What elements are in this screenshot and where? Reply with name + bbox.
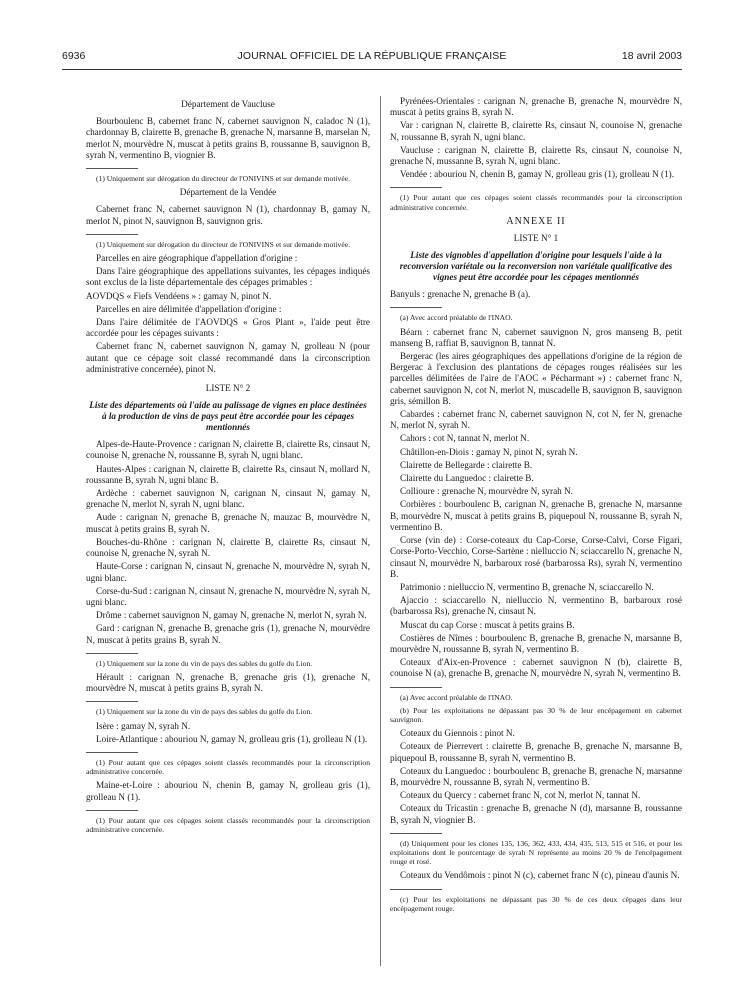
vineyard-entry: Clairette de Bellegarde : clairette B. bbox=[400, 459, 533, 470]
department-entry: Bouches-du-Rhône : carignan N, clairette B, clairette Rs, cinsaut N, counoise N, grenache N, syrah N. bbox=[86, 536, 370, 559]
column-divider bbox=[380, 96, 381, 966]
department-entry: Hautes-Alpes : carignan N, clairette B, clairette Rs, cinsaut N, mollard N, roussanne B, syrah N, ugni blanc B. bbox=[86, 463, 370, 485]
page-number: 6936 bbox=[62, 50, 86, 62]
footnote-rule bbox=[86, 701, 138, 702]
annexe-heading: ANNEXE II bbox=[506, 215, 566, 227]
paragraph: Dans l'aire délimitée de l'AOVDQS « Gros Plant », l'aide peut être accordée pour les cépages suivants : bbox=[86, 317, 370, 339]
liste-2-title: Liste des départements où l'aide au palissage de vignes en place destinées à la production de vins de pays peut être accordée pour les cépages mentionnés bbox=[89, 400, 367, 433]
footnote: (1) Pour autant que ces cépages soient classés recommandés pour la circonscription administrative concernée. bbox=[86, 815, 370, 834]
department-entry: Maine-et-Loire : abouriou N, chenin B, gamay N, grolleau gris (1), grolleau N (1). bbox=[86, 780, 370, 802]
department-entry: Hérault : carignan N, grenache B, grenache gris (1), grenache N, mourvèdre N, muscat à petits grains B, syrah N. bbox=[86, 671, 370, 694]
vaucluse-heading: Département de Vaucluse bbox=[181, 99, 275, 109]
footnote-rule bbox=[390, 889, 442, 890]
vineyard-entry: Banyuls : grenache N, grenache B (a). bbox=[390, 289, 531, 300]
footnote: (a) Avec accord préalable de l'INAO. bbox=[400, 313, 513, 323]
department-entry: Isère : gamay N, syrah N. bbox=[96, 720, 191, 731]
footnote: (1) Pour autant que ces cépages soient classés recommandés pour la circonscription administrative concernée. bbox=[86, 757, 370, 777]
department-entry: Aude : carignan N, grenache B, grenache N, mauzac B, mourvèdre N, muscat à petits grains B, syrah N. bbox=[86, 512, 370, 534]
vineyard-entry: Bergerac (les aires géographiques des appellations d'origine de la région de Bergerac à l'exclusion des plantations de cépages rouges réalisées sur les parcelles délimitées de l'aire de l'AOC « Pécharmant ») : cabernet franc N, cabernet sauvignon N, cot N, merlot N, muscadelle B, sauvignon B, sauvignon gris, sémillon B. bbox=[390, 351, 682, 406]
footnote-rule bbox=[390, 833, 442, 834]
footnote: (d) Uniquement pour les clones 135, 136, 362, 433, 434, 435, 513, 515 et 516, et pour les exploitations dont le pourcentage de syrah N représente au moins 20 % de l'encépagement rouge et rosé. bbox=[390, 838, 682, 867]
footnote: (1) Uniquement sur dérogation du directeur de l'ONIVINS et sur demande motivée. bbox=[96, 239, 350, 249]
left-column bbox=[86, 96, 370, 838]
liste-2-heading: LISTE N° 2 bbox=[205, 383, 251, 394]
paragraph: Parcelles en aire délimitée d'appellation d'origine : bbox=[96, 303, 282, 314]
vineyard-entry: Châtillon-en-Diois : gamay N, pinot N, syrah N. bbox=[400, 446, 578, 457]
footnote: (1) Uniquement sur dérogation du directeur de l'ONIVINS et sur demande motivée. bbox=[96, 174, 350, 184]
vineyard-entry: Coteaux du Languedoc : bourboulenc B, grenache B, grenache N, marsanne B, mourvèdre N, roussanne B, syrah N, vermentino B. bbox=[390, 765, 682, 787]
right-column bbox=[390, 96, 682, 917]
paragraph: AOVDQS « Fiefs Vendéens » : gamay N, pinot N. bbox=[86, 290, 272, 301]
department-entry: Pyrénées-Orientales : carignan N, grenache B, grenache N, mourvèdre N, muscat à petits grains B, syrah N. bbox=[390, 96, 682, 118]
vineyard-entry: Cahors : cot N, tannat N, merlot N. bbox=[400, 433, 530, 444]
page-header bbox=[62, 50, 682, 66]
footnote: (1) Pour autant que ces cépages soient classés recommandés pour la circonscription administrative concernée. bbox=[390, 193, 682, 212]
footnote: (1) Uniquement sur la zone du vin de pays des sables du golfe du Lion. bbox=[96, 707, 313, 717]
vineyard-entry: Collioure : grenache N, mourvèdre N, syrah N. bbox=[400, 486, 573, 497]
liste-1-heading: LISTE N° 1 bbox=[513, 233, 559, 244]
vineyard-entry: Costières de Nîmes : bourboulenc B, grenache B, grenache N, marsanne B, mourvèdre N, roussanne B, syrah N, vermentino B. bbox=[390, 632, 682, 654]
vendee-heading: Département de la Vendée bbox=[179, 187, 277, 198]
department-entry: Alpes-de-Haute-Provence : carignan N, clairette B, clairette Rs, cinsaut N, counoise N, grenache N, roussanne B, syrah N, ugni blanc. bbox=[86, 439, 370, 461]
vineyard-entry: Muscat du cap Corse : muscat à petits grains B. bbox=[400, 619, 575, 630]
footnote: (1) Uniquement sur la zone du vin de pays des sables du golfe du Lion. bbox=[96, 658, 313, 668]
publication-date: 18 avril 2003 bbox=[621, 50, 682, 62]
department-entry: Var : carignan N, clairette B, clairette Rs, cinsaut N, counoise N, grenache N, roussanne B, syrah N, ugni blanc. bbox=[390, 120, 682, 142]
vineyard-entry: Cabardes : cabernet franc N, cabernet sauvignon N, cot N, fer N, grenache N, merlot N, syrah N. bbox=[390, 409, 682, 431]
vineyard-entry: Coteaux du Tricastin : grenache B, grenache N (d), marsanne B, roussanne B, syrah N, viognier B. bbox=[390, 803, 682, 825]
vineyard-entry: Ajaccio : sciaccarello N, nielluccio N, vermentino B, barbaroux rosé (barbarossa Rs), grenache N, cinsaut N. bbox=[390, 595, 682, 617]
footnote-rule bbox=[390, 187, 442, 188]
footnote-rule bbox=[86, 810, 138, 811]
footnote-rule bbox=[86, 168, 138, 169]
liste-1-title: Liste des vignobles d'appellation d'origine pour lesquels l'aide à la reconversion variétale ou la reconversion non variétale qualificative des vignes peut être accordée pour les cépages mentionnés bbox=[399, 250, 673, 283]
department-entry: Ardèche : cabernet sauvignon N, carignan N, cinsaut N, gamay N, grenache N, merlot N, syrah N, ugni blanc. bbox=[86, 488, 370, 510]
vineyard-entry: Corse (vin de) : Corse-coteaux du Cap-Corse, Corse-Calvi, Corse Figari, Corse-Porto-Vecchio, Corse-Sartène : nielluccio N, sciaccarello N, grenache N, cinsaut N, mourvèdre N, barbaroux rosé (barbarossa Rs), syrah N, vermentino B. bbox=[390, 535, 682, 579]
vendee-grape-list: Cabernet franc N, cabernet sauvignon N (1), chardonnay B, gamay N, merlot N, pinot N, sauvignon B, sauvignon gris. bbox=[86, 204, 370, 226]
footnote-rule bbox=[86, 752, 138, 753]
department-entry: Loire-Atlantique : abouriou N, gamay N, grolleau gris (1), grolleau N (1). bbox=[96, 733, 368, 744]
footnote-rule bbox=[390, 307, 442, 308]
header-rule bbox=[62, 69, 682, 70]
journal-title: JOURNAL OFFICIEL DE LA RÉPUBLIQUE FRANÇAISE bbox=[237, 50, 507, 62]
vineyard-entry: Coteaux d'Aix-en-Provence : cabernet sauvignon N (b), clairette B, counoise N (a), grenache B, grenache N, mourvèdre N, syrah N, vermentino B. bbox=[390, 657, 682, 679]
vineyard-entry: Patrimonio : nielluccio N, vermentino B, grenache N, sciaccarello N. bbox=[400, 581, 654, 592]
vineyard-entry: Coteaux du Giennois : pinot N. bbox=[400, 728, 515, 739]
department-entry: Vendée : abouriou N, chenin B, gamay N, grolleau gris (1), grolleau N (1). bbox=[400, 169, 675, 180]
footnote-rule bbox=[390, 687, 442, 688]
footnote: (a) Avec accord préalable de l'INAO. bbox=[400, 692, 513, 702]
vineyard-entry: Coteaux du Quercy : cabernet franc N, cot N, merlot N, tannat N. bbox=[400, 790, 641, 801]
footnote-rule bbox=[86, 234, 138, 235]
department-entry: Drôme : cabernet sauvignon N, gamay N, grenache N, merlot N, syrah N. bbox=[96, 610, 367, 621]
vineyard-entry: Corbières : bourboulenc B, carignan N, grenache B, grenache N, marsanne B, mourvèdre N, muscat à petits grains B, piquepoul N, roussanne B, syrah N, vermentino B. bbox=[390, 499, 682, 532]
vineyard-entry: Clairette du Languedoc : clairette B. bbox=[400, 473, 534, 484]
vaucluse-grape-list: Bourboulenc B, cabernet franc N, cabernet sauvignon N, caladoc N (1), chardonnay B, clairette B, grenache B, grenache N, marsanne B, marselan N, merlot N, mourvèdre N, muscat à petits grains B, roussanne B, sauvignon B, syrah N, vermentino B, viognier B. bbox=[86, 116, 370, 160]
department-entry: Vaucluse : carignan N, clairette B, clairette Rs, cinsaut N, counoise N, grenache N, mussanne B, syrah N, ugni blanc. bbox=[390, 144, 682, 167]
paragraph: Cabernet franc N, cabernet sauvignon N, gamay N, grolleau N (pour autant que ce cépage soit classé recommandé dans la circonscription administrative concernée), pinot N. bbox=[86, 341, 370, 374]
vineyard-entry: Coteaux de Pierrevert : clairette B, grenache B, grenache N, marsanne B, piquepoul B, roussanne B, syrah N, vermentino B. bbox=[390, 741, 682, 763]
paragraph: Dans l'aire géographique des appellations suivantes, les cépages indiqués sont exclus de la liste départementale des cépages primables : bbox=[86, 266, 370, 288]
vineyard-entry: Béarn : cabernet franc N, cabernet sauvignon N, gros manseng B, petit manseng B, raffiat B, sauvignon B, tannat N. bbox=[390, 326, 682, 348]
department-entry: Corse-du-Sud : carignan N, cinsaut N, grenache N, mourvèdre N, syrah N, ugni blanc. bbox=[86, 585, 371, 607]
footnote: (b) Pour les exploitations ne dépassant pas 30 % de leur encépagement en cabernet sauvignon. bbox=[390, 705, 682, 724]
department-entry: Haute-Corse : carignan N, cinsaut N, grenache N, mourvèdre N, syrah N, ugni blanc. bbox=[86, 561, 370, 583]
footnote: (c) Pour les exploitations ne dépassant pas 30 % de ces deux cépages dans leur encépagement rouge. bbox=[390, 894, 682, 913]
paragraph: Parcelles en aire géographique d'appellation d'origine : bbox=[96, 253, 298, 264]
vineyard-entry: Coteaux du Vendômois : pinot N (c), cabernet franc N (c), pineau d'aunis N. bbox=[400, 870, 680, 881]
department-entry: Gard : carignan N, grenache B, grenache gris (1), grenache N, mourvèdre N, muscat à petits grains B, syrah N. bbox=[86, 623, 370, 645]
footnote-rule bbox=[86, 653, 138, 654]
